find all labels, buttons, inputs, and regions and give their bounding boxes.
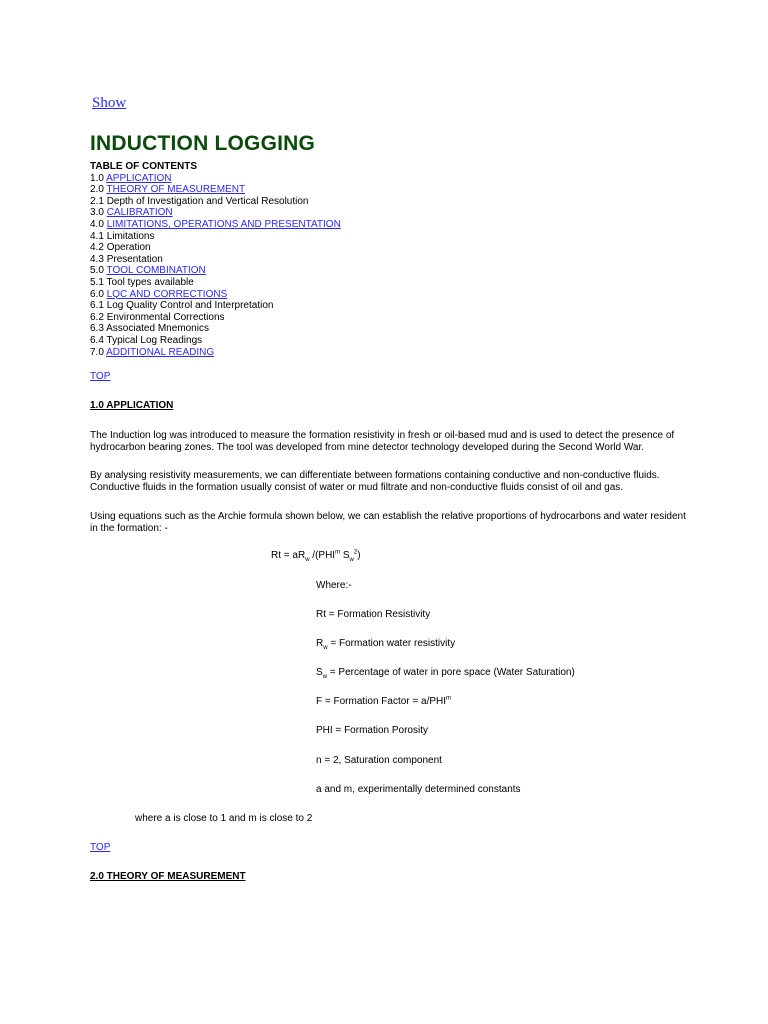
definition-subscript: w xyxy=(322,674,328,680)
toc-item-number: 6.0 xyxy=(90,288,104,300)
toc-item-number: 5.1 xyxy=(90,276,104,288)
top-link[interactable]: TOP xyxy=(90,371,111,382)
definition-n: n = 2, Saturation component xyxy=(316,755,442,766)
toc-item xyxy=(90,323,690,335)
toc-item xyxy=(90,242,690,254)
toc-item xyxy=(90,254,690,266)
toc-item-label: Associated Mnemonics xyxy=(106,323,209,335)
toc-link[interactable]: LIMITATIONS, OPERATIONS AND PRESENTATION xyxy=(106,218,341,230)
equation-text: ) xyxy=(357,550,361,561)
constants-note: where a is close to 1 and m is close to 2 xyxy=(135,813,313,824)
toc-item xyxy=(90,277,690,289)
paragraph: By analysing resistivity measurements, we can differentiate between formations containing conductive and non-conductive fluids. Conductive fluids in the formation usually consist of water or mud filtrate and non-conductive fluids consist of oil and gas. xyxy=(90,470,660,493)
toc-item xyxy=(90,312,690,324)
toc-item xyxy=(90,265,690,277)
definition-rw xyxy=(316,638,455,649)
toc-item-number: 6.2 xyxy=(90,311,104,323)
equation-superscript: 2 xyxy=(353,549,358,556)
toc-link[interactable]: APPLICATION xyxy=(106,172,172,184)
toc-item-number: 4.0 xyxy=(90,218,104,230)
toc-item-number: 6.3 xyxy=(90,323,104,335)
toc-item-label: Operation xyxy=(106,242,151,254)
toc-item xyxy=(90,289,690,301)
toc-item-number: 2.1 xyxy=(90,195,104,207)
section-heading-theory: 2.0 THEORY OF MEASUREMENT xyxy=(90,871,246,882)
toc-link[interactable]: CALIBRATION xyxy=(106,207,173,219)
toc-item xyxy=(90,196,690,208)
equation-text: Rt = aR xyxy=(271,550,306,561)
toc-item xyxy=(90,173,690,185)
toc-item-number: 6.4 xyxy=(90,334,104,346)
equation-text: S xyxy=(340,550,350,561)
toc-item-number: 4.1 xyxy=(90,230,104,242)
toc-item-label: Limitations xyxy=(106,230,155,242)
toc-item-label: Depth of Investigation and Vertical Resolution xyxy=(106,195,309,207)
definition-subscript: w xyxy=(323,645,328,651)
toc-link[interactable]: THEORY OF MEASUREMENT xyxy=(106,184,246,196)
paragraph: Using equations such as the Archie formula shown below, we can establish the relative proportions of hydrocarbons and water resident in the formation: - xyxy=(90,511,686,534)
definition-text: F = Formation Factor = a/PHI xyxy=(316,696,447,707)
definition-text: = Percentage of water in pore space (Water Saturation) xyxy=(327,667,575,678)
toc-item-number: 4.3 xyxy=(90,253,104,265)
show-link[interactable]: Show xyxy=(92,95,127,111)
equation-superscript: m xyxy=(335,549,341,556)
toc-item-number: 3.0 xyxy=(90,207,104,219)
toc-heading: TABLE OF CONTENTS xyxy=(90,161,198,172)
definition-f xyxy=(316,696,451,707)
section-heading-application: 1.0 APPLICATION xyxy=(90,400,174,411)
toc-link[interactable]: ADDITIONAL READING xyxy=(106,346,215,358)
equation-subscript: w xyxy=(305,557,310,563)
definition-rt: Rt = Formation Resistivity xyxy=(316,609,431,620)
paragraph: The Induction log was introduced to measure the formation resistivity in fresh or oil-based mud and is used to detect the presence of hydrocarbon bearing zones. The tool was developed from mine detector technology developed during the Second World War. xyxy=(90,430,675,453)
equation-text: /(PHI xyxy=(309,550,336,561)
toc-item-label: Tool types available xyxy=(106,276,194,288)
definition-superscript: m xyxy=(446,695,452,702)
definition-symbol: S xyxy=(316,667,323,678)
toc-link[interactable]: LQC AND CORRECTIONS xyxy=(106,288,228,300)
toc-item-number: 4.2 xyxy=(90,242,104,254)
toc-item-number: 5.0 xyxy=(90,265,104,277)
toc-item-number: 1.0 xyxy=(90,172,104,184)
toc-item-label: Environmental Corrections xyxy=(106,311,225,323)
definition-symbol: R xyxy=(316,638,324,649)
definition-phi: PHI = Formation Porosity xyxy=(316,725,428,736)
toc-item xyxy=(90,335,690,347)
archie-equation xyxy=(271,550,361,561)
toc-item xyxy=(90,347,690,359)
toc-item-number: 2.0 xyxy=(90,184,104,196)
toc-item xyxy=(90,231,690,243)
equation-subscript: w xyxy=(349,557,354,563)
toc-item xyxy=(90,300,690,312)
document-header xyxy=(90,131,690,358)
page-title: INDUCTION LOGGING xyxy=(90,132,316,155)
toc-item xyxy=(90,184,690,196)
toc-item-label: Log Quality Control and Interpretation xyxy=(106,300,274,312)
toc-item-label: Typical Log Readings xyxy=(106,334,203,346)
definition-text: = Formation water resistivity xyxy=(327,638,456,649)
top-link[interactable]: TOP xyxy=(90,842,111,853)
toc-link[interactable]: TOOL COMBINATION xyxy=(106,265,206,277)
toc-item xyxy=(90,219,690,231)
toc-item-number: 6.1 xyxy=(90,300,104,312)
definition-a-m: a and m, experimentally determined constants xyxy=(316,784,521,795)
table-of-contents xyxy=(90,173,690,359)
where-label: Where:- xyxy=(316,580,352,591)
toc-item-label: Presentation xyxy=(106,253,163,265)
definition-sw xyxy=(316,667,575,678)
toc-item xyxy=(90,207,690,219)
toc-item-number: 7.0 xyxy=(90,346,104,358)
